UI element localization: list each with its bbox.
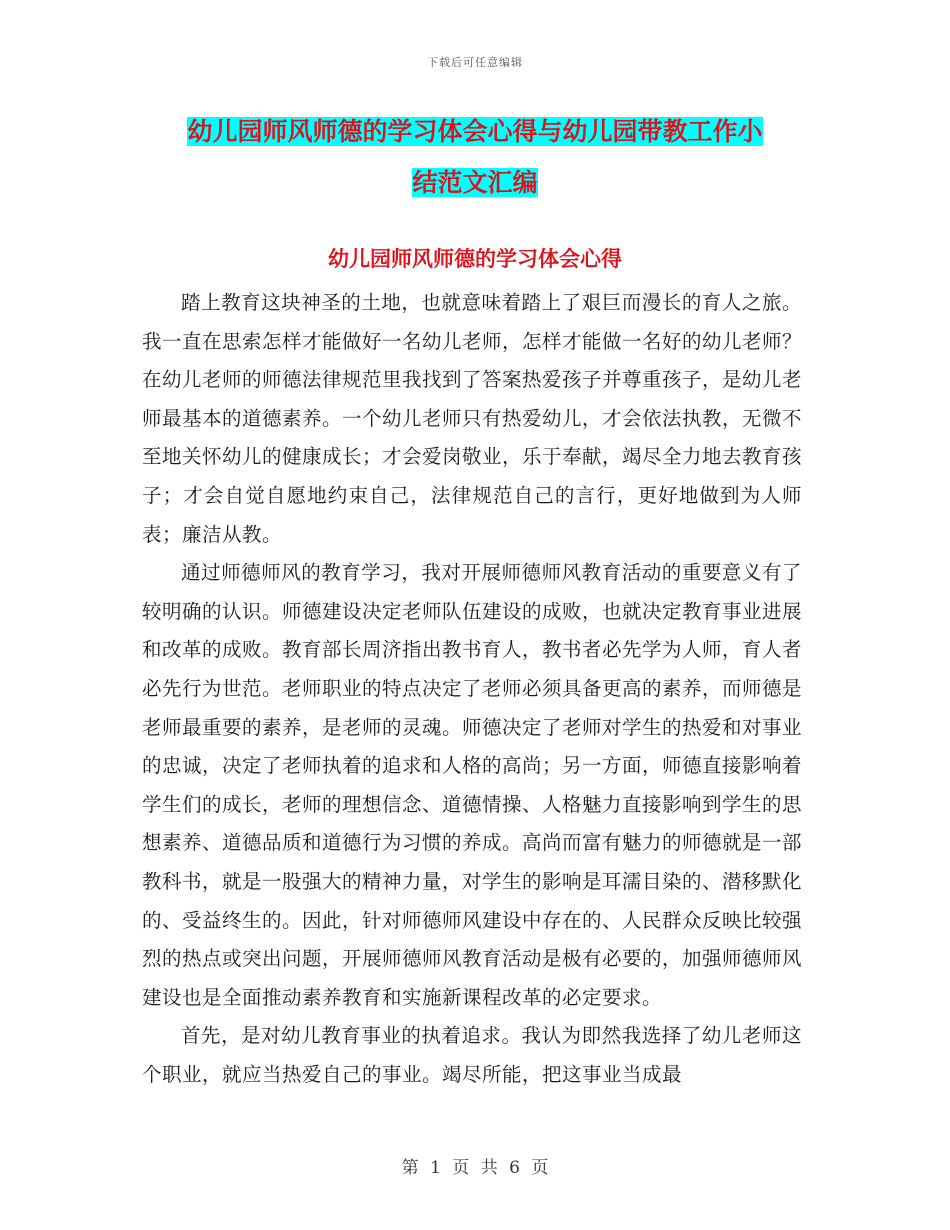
- paragraph: 踏上教育这块神圣的土地，也就意味着踏上了艰巨而漫长的育人之旅。我一直在思索怎样才能做好一名幼儿老师，怎样才能做一名好的幼儿老师？在幼儿老师的师德法律规范里我找到了答案热爱孩子并尊重孩子，是幼儿老师最基本的道德素养。一个幼儿老师只有热爱幼儿，才会依法执教，无微不至地关怀幼儿的健康成长；才会爱岗敬业，乐于奉献，竭尽全力地去教育孩子；才会自觉自愿地约束自己，法律规范自己的言行，更好地做到为人师表；廉洁从教。: [142, 291, 803, 546]
- document-title: [140, 106, 810, 208]
- page-header-note: 下载后可任意编辑: [427, 56, 523, 69]
- body-text: [142, 284, 802, 1094]
- section-heading: 幼儿园师风师德的学习体会心得: [328, 246, 622, 271]
- paragraph: 通过师德师风的教育学习，我对开展师德师风教育活动的重要意义有了较明确的认识。师德建设决定老师队伍建设的成败，也就决定教育事业进展和改革的成败。教育部长周济指出教书育人，教书者必先学为人师，育人者必先行为世范。老师职业的特点决定了老师必须具备更高的素养，而师德是老师最重要的素养，是老师的灵魂。师德决定了老师对学生的热爱和对事业的忠诚，决定了老师执着的追求和人格的高尚；另一方面，师德直接影响着学生们的成长，老师的理想信念、道德情操、人格魅力直接影响到学生的思想素养、道德品质和道德行为习惯的养成。高尚而富有魅力的师德就是一部教科书，就是一股强大的精神力量，对学生的影响是耳濡目染的、潜移默化的、受益终生的。因此，针对师德师风建设中存在的、人民群众反映比较强烈的热点或突出问题，开展师德师风教育活动是极有必要的，加强师德师风建设也是全面推动素养教育和实施新课程改革的必定要求。: [142, 561, 803, 1009]
- document-title-line1: 幼儿园师风师德的学习体会心得与幼儿园带教工作小: [187, 117, 763, 146]
- paragraph: 首先，是对幼儿教育事业的执着追求。我认为即然我选择了幼儿老师这个职业，就应当热爱自己的事业。竭尽所能，把这事业当成最: [142, 1024, 802, 1086]
- page-number: 第 1 页 共 6 页: [401, 1158, 549, 1178]
- document-title-line2: 结范文汇编: [412, 168, 538, 197]
